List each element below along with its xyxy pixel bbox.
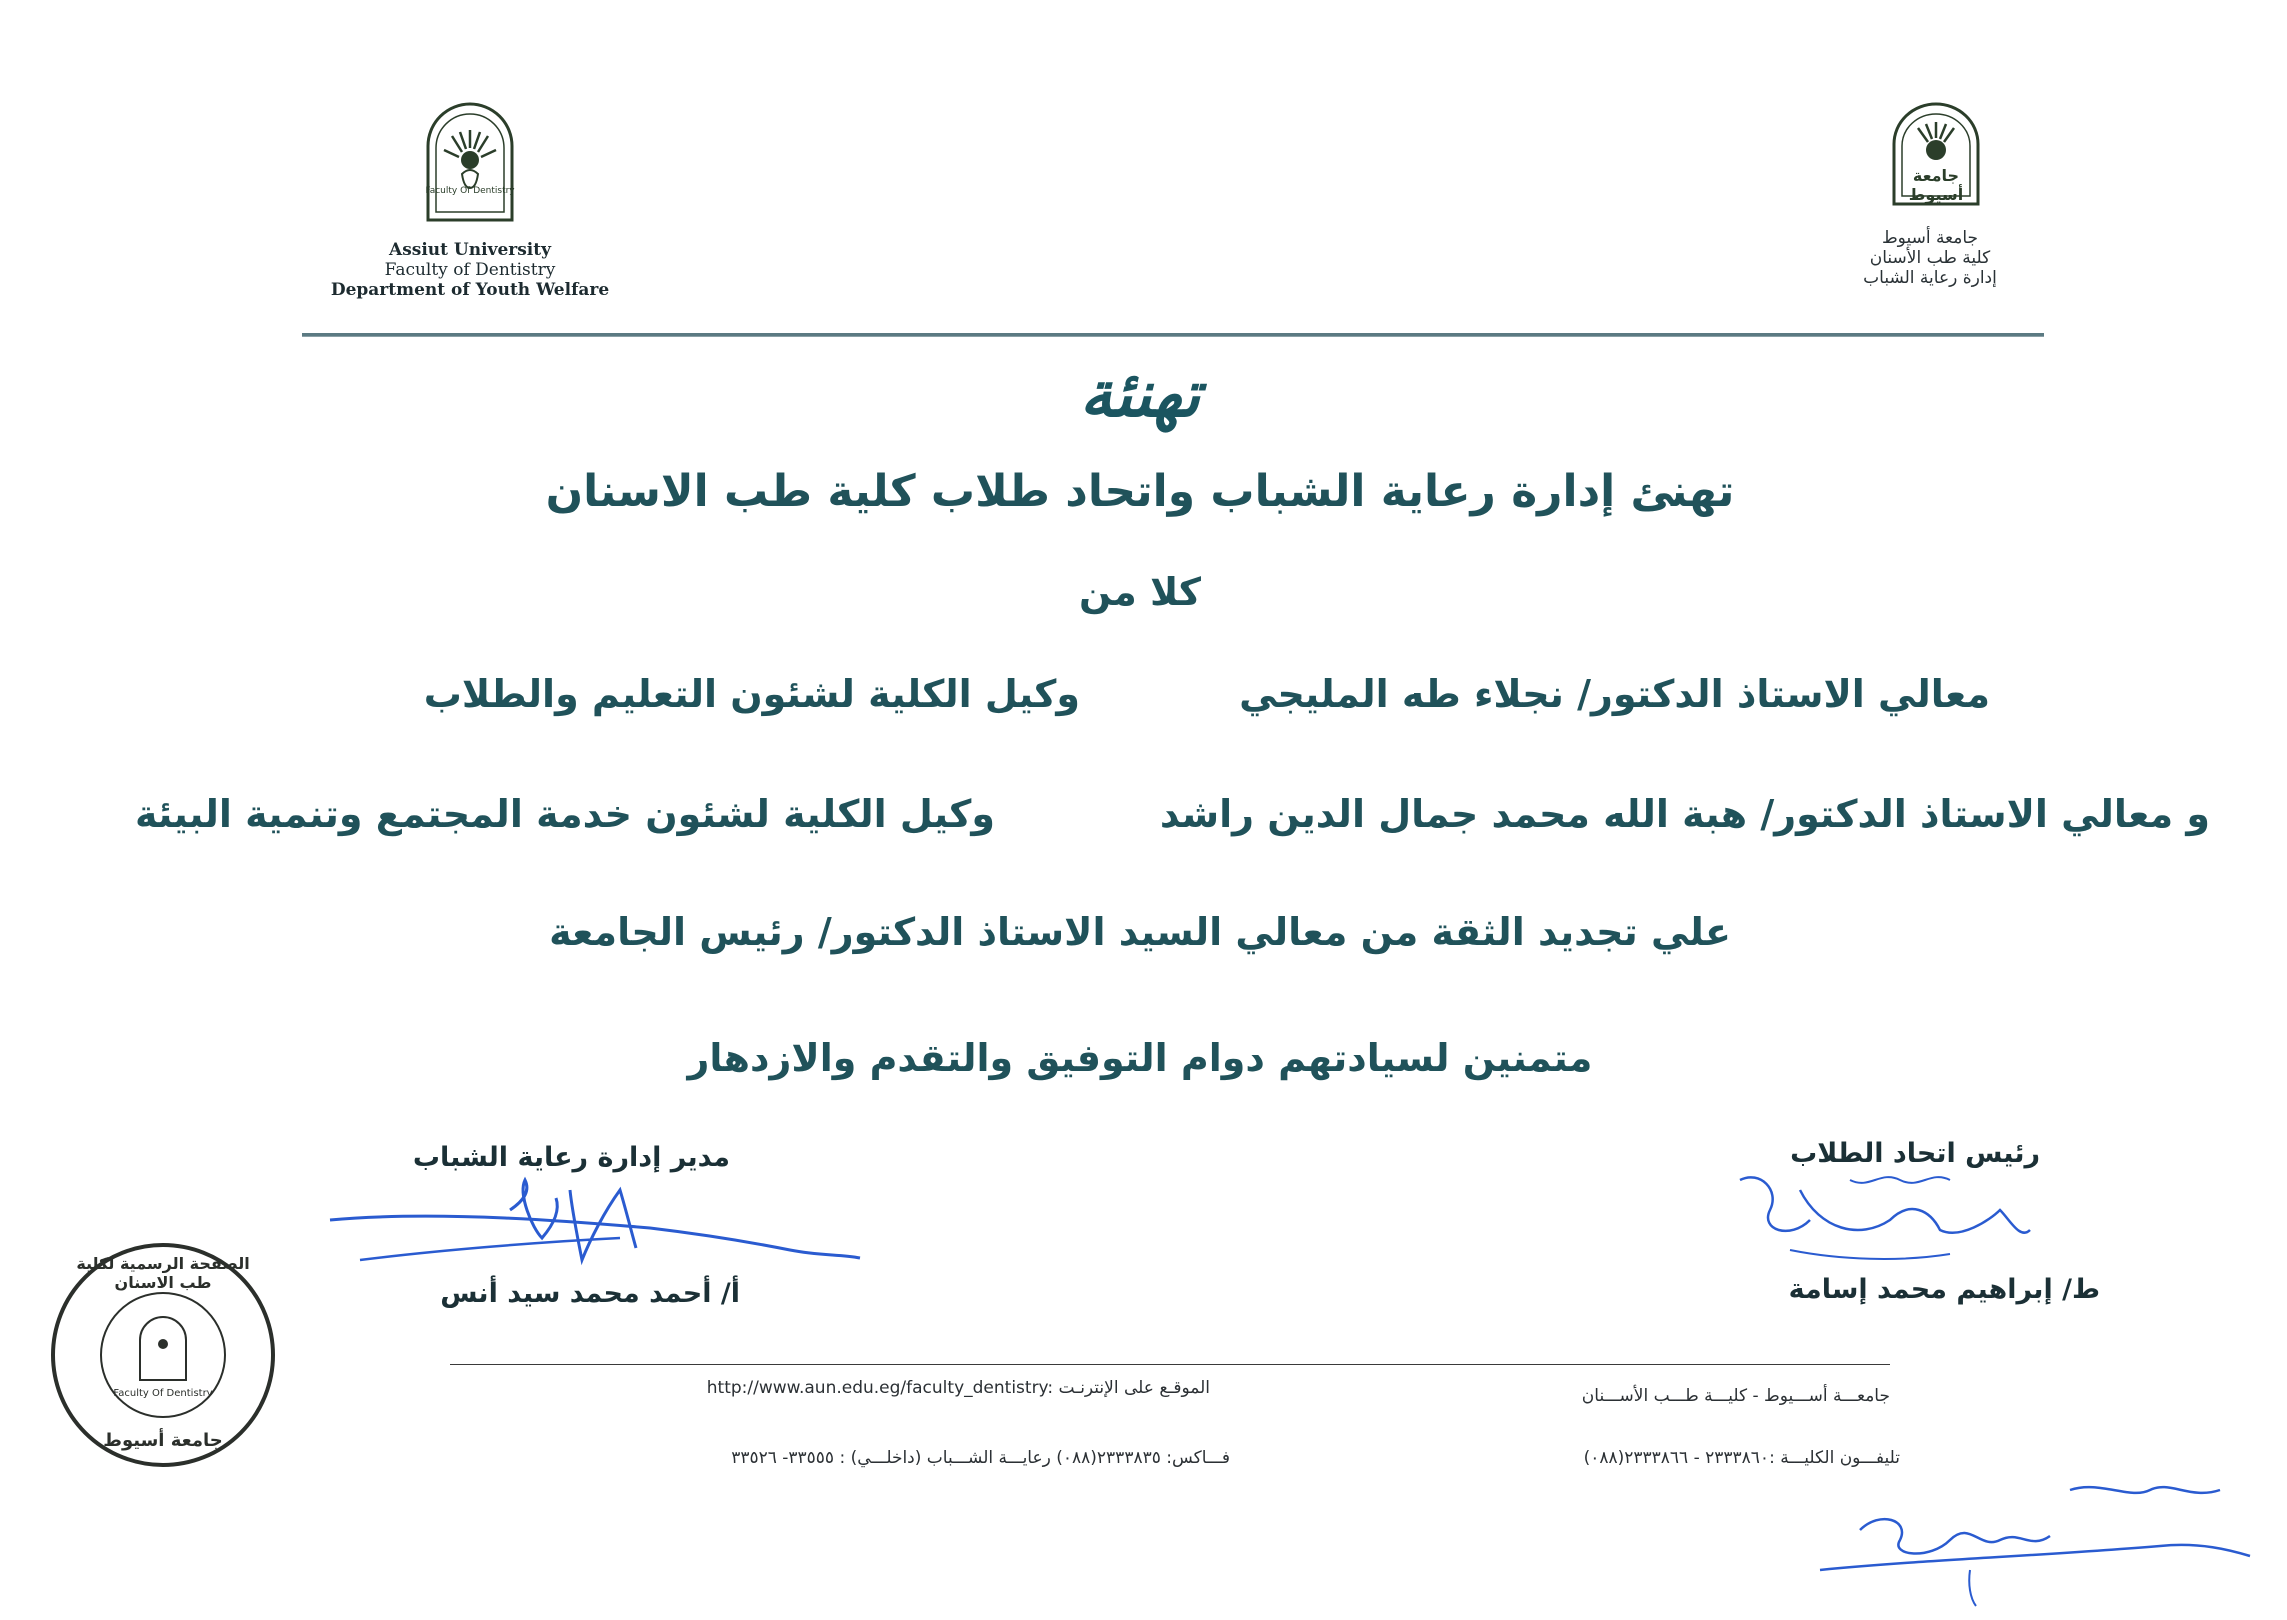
- header-divider: [302, 333, 2044, 337]
- both-of-line: كلا من: [1079, 570, 1201, 614]
- footer-fax: فـــاكس: ٢٣٣٣٨٣٥(٠٨٨) رعايـــة الشـــباب (داخلـــي) : ٣٣٥٥٥- ٣٣٥٢٦: [731, 1448, 1230, 1468]
- university-logo-icon: [422, 100, 518, 224]
- stamp-center-text: Faculty Of Dentistry: [113, 1388, 213, 1399]
- wishes-line: متمنين لسيادتهم دوام التوفيق والتقدم والازدهار: [687, 1036, 1593, 1080]
- row2-role: وكيل الكلية لشئون خدمة المجتمع وتنمية البيئة: [134, 792, 995, 836]
- header-left-line2: Faculty of Dentistry: [384, 260, 556, 280]
- renewal-line: علي تجديد الثقة من معالي السيد الاستاذ الدكتور/ رئيس الجامعة: [549, 910, 1731, 954]
- header-left-text: [330, 240, 610, 300]
- header-right-line3: إدارة رعاية الشباب: [1863, 268, 1997, 288]
- stamp-ring-text: الصفحة الرسمية لكلية طب الاسنان: [76, 1254, 250, 1292]
- footer-divider: [450, 1364, 1890, 1365]
- congrats-line: تهنئ إدارة رعاية الشباب واتحاد طلاب كلية طب الاسنان: [545, 466, 1735, 517]
- row2-name: و معالي الاستاذ الدكتور/ هبة الله محمد جمال الدين راشد: [1159, 792, 2210, 836]
- left-logo: [422, 100, 518, 224]
- left-logo-caption: Faculty Of Dentistry: [425, 186, 515, 196]
- right-signer-name: ط/ إبراهيم محمد إسامة: [1788, 1274, 2100, 1305]
- header-right-line1: جامعة أسيوط: [1881, 228, 1979, 248]
- row1-role: وكيل الكلية لشئون التعليم والطلاب: [423, 672, 1080, 716]
- header-right-line2: كلية طب الأسنان: [1869, 248, 1991, 268]
- page-title: تهنئة: [1079, 358, 1201, 432]
- right-signature-icon: [1700, 1150, 2060, 1290]
- official-stamp: [48, 1240, 278, 1470]
- header-right-text: [1820, 228, 2040, 288]
- row1-name: معالي الاستاذ الدكتور/ نجلاء طه المليجي: [1239, 672, 1990, 716]
- footer-website: http://www.aun.edu.eg/faculty_dentistry: الموقـع على الإنترنـت: [706, 1378, 1210, 1398]
- right-logo: [1888, 100, 1984, 210]
- handwritten-note-icon: [1800, 1460, 2270, 1610]
- right-signer-title: رئيس اتحاد الطلاب: [1790, 1138, 2040, 1169]
- left-signature-icon: [320, 1150, 880, 1300]
- right-logo-caption: جامعة أسيوط: [1908, 166, 1964, 204]
- left-signer-title: مدير إدارة رعاية الشباب: [412, 1142, 730, 1173]
- footer-phone: تليفـــون الكليـــة :٢٣٣٣٨٦٠ - ٢٣٣٣٨٦٦(٠٨٨): [1583, 1448, 1900, 1468]
- footer-address: جامعـــة أســـيوط - كليـــة طـــب الأســـنان: [1581, 1386, 1890, 1406]
- stamp-bottom-text: جامعة أسيوط: [103, 1430, 223, 1451]
- header-left-line3: Department of Youth Welfare: [330, 280, 610, 300]
- left-signer-name: أ/ أحمد محمد سيد أنس: [440, 1278, 740, 1309]
- header-left-line1: Assiut University: [389, 240, 551, 260]
